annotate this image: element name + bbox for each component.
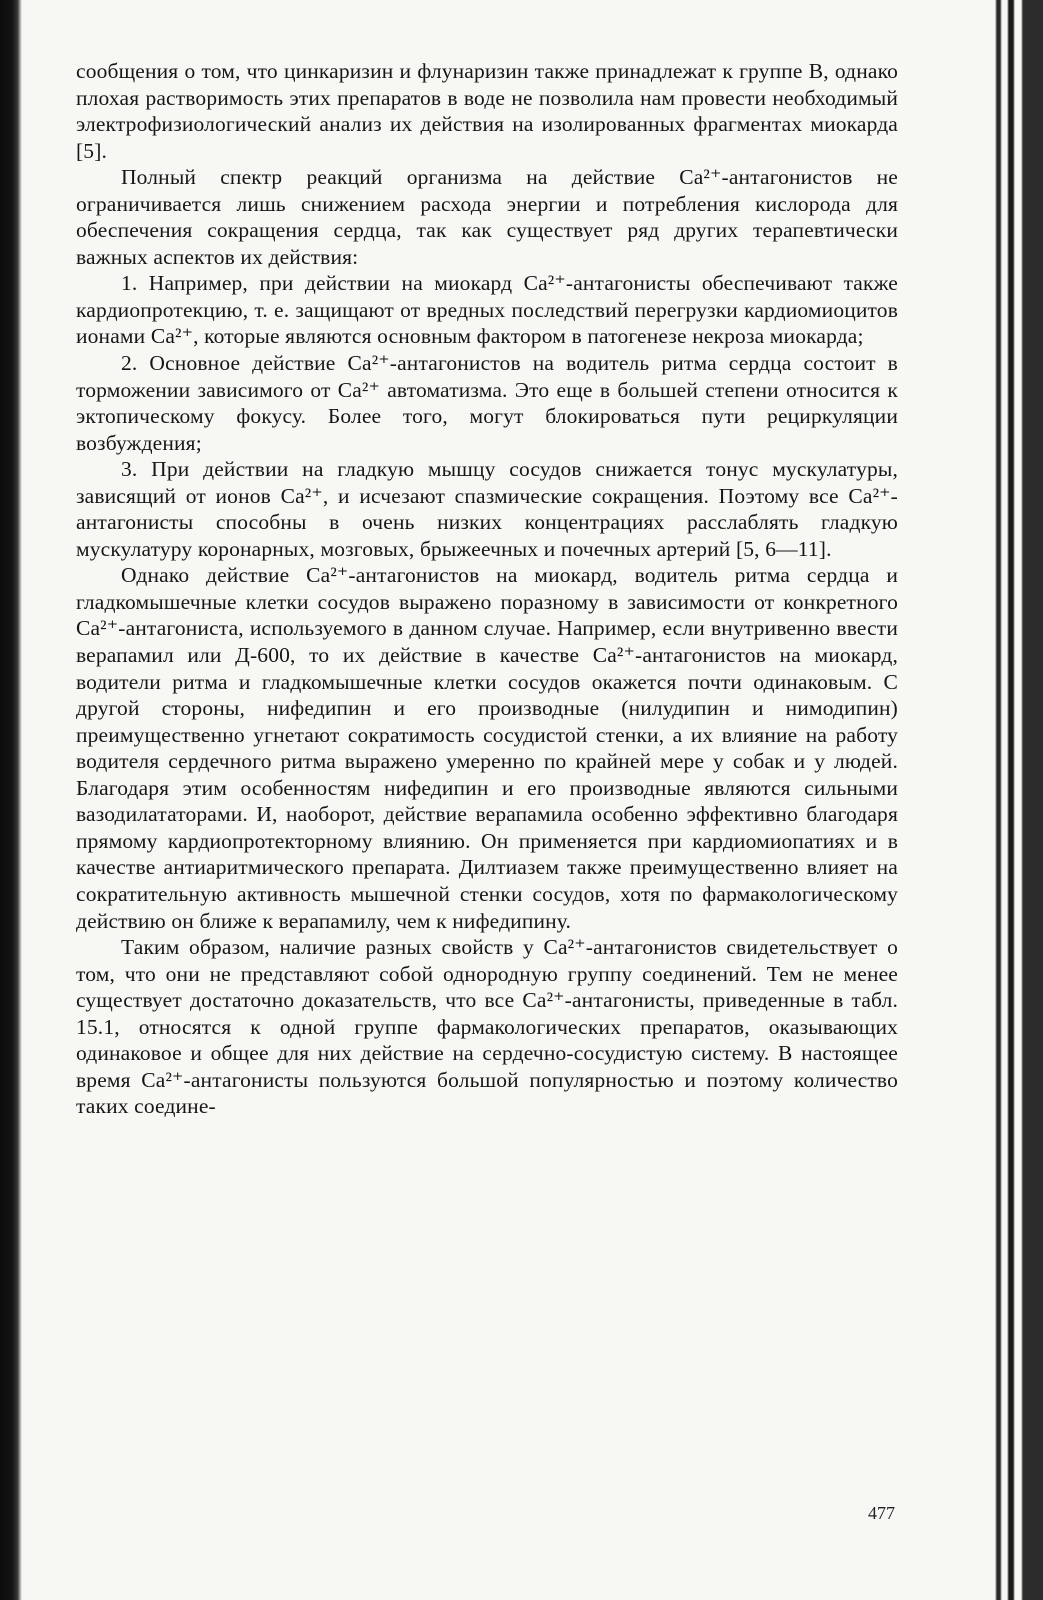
paragraph-4: 2. Основное действие Ca²⁺-антагонистов на водитель ритма сердца состоит в торможении зависимого от Ca²⁺ автоматизма. Это еще в большей степени относится к эктопическому фокусу. Более того, могут блокироваться пути рециркуляции возбуждения; (76, 351, 898, 455)
body-text (76, 58, 898, 1120)
paragraph-6: Однако действие Ca²⁺-антагонистов на миокард, водитель ритма сердца и гладкомышечные клетки сосудов выражено поразному в зависимости от конкретного Ca²⁺-антагониста, используемого в данном случае. Например, если внутривенно ввести верапамил или Д-600, то их действие в качестве Ca²⁺-антагонистов на миокард, водители ритма и гладкомышечные клетки сосудов окажется почти одинаковым. С другой стороны, нифедипин и его производные (нилудипин и нимодипин) преимущественно угнетают сократимость сосудистой стенки, а их влияние на работу водителя сердечного ритма выражено умеренно по крайней мере у собак и у людей. Благодаря этим особенностям нифедипин и его производные являются сильными вазодилататорами. И, наоборот, действие верапамила особенно эффективно благодаря прямому кардиопротекторному влиянию. Он применяется при кардиомиопатиях и в качестве антиаритмического препарата. Дилтиазем также преимущественно влияет на сократительную активность мышечной стенки сосудов, хотя по фармакологическому действию он ближе к верапамилу, чем к нифедипину. (76, 563, 898, 933)
paragraph-3: 1. Например, при действии на миокард Ca²⁺-антагонисты обеспечивают также кардиопротекцию, т. е. защищают от вредных последствий перегрузки кардиомиоцитов ионами Ca²⁺, которые являются основным фактором в патогенезе некроза миокарда; (76, 271, 898, 349)
paragraph-7: Таким образом, наличие разных свойств у Ca²⁺-антагонистов свидетельствует о том, что они не представляют собой однородную группу соединений. Тем не менее существует достаточно доказательств, что все Ca²⁺-антагонисты, приведенные в табл. 15.1, относятся к одной группе фармакологических препаратов, оказывающих одинаковое и общее для них действие на сердечно-сосудистую систему. В настоящее время Ca²⁺-антагонисты пользуются большой популярностью и поэтому количество таких соедине- (76, 935, 898, 1119)
paragraph-5: 3. При действии на гладкую мышцу сосудов снижается тонус мускулатуры, зависящий от ионов Ca²⁺, и исчезают спазмические сокращения. Поэтому все Ca²⁺-антагонисты способны в очень низких концентрациях расслаблять гладкую мускулатуру коронарных, мозговых, брыжеечных и почечных артерий [5, 6—11]. (76, 457, 898, 561)
scan-edge-right (995, 0, 1043, 1600)
paragraph-2: Полный спектр реакций организма на действие Ca²⁺-антагонистов не ограничивается лишь снижением расхода энергии и потребления кислорода для обеспечения сокращения сердца, так как существует ряд других терапевтически важных аспектов их действия: (76, 165, 898, 269)
scan-edge-left (0, 0, 22, 1600)
page-number: 477 (868, 1503, 895, 1523)
paragraph-1: сообщения о том, что цинкаризин и флунаризин также принадлежат к группе В, однако плохая растворимость этих препаратов в воде не позволила нам провести необходимый электрофизиологический анализ их действия на изолированных фрагментах миокарда [5]. (76, 59, 898, 163)
